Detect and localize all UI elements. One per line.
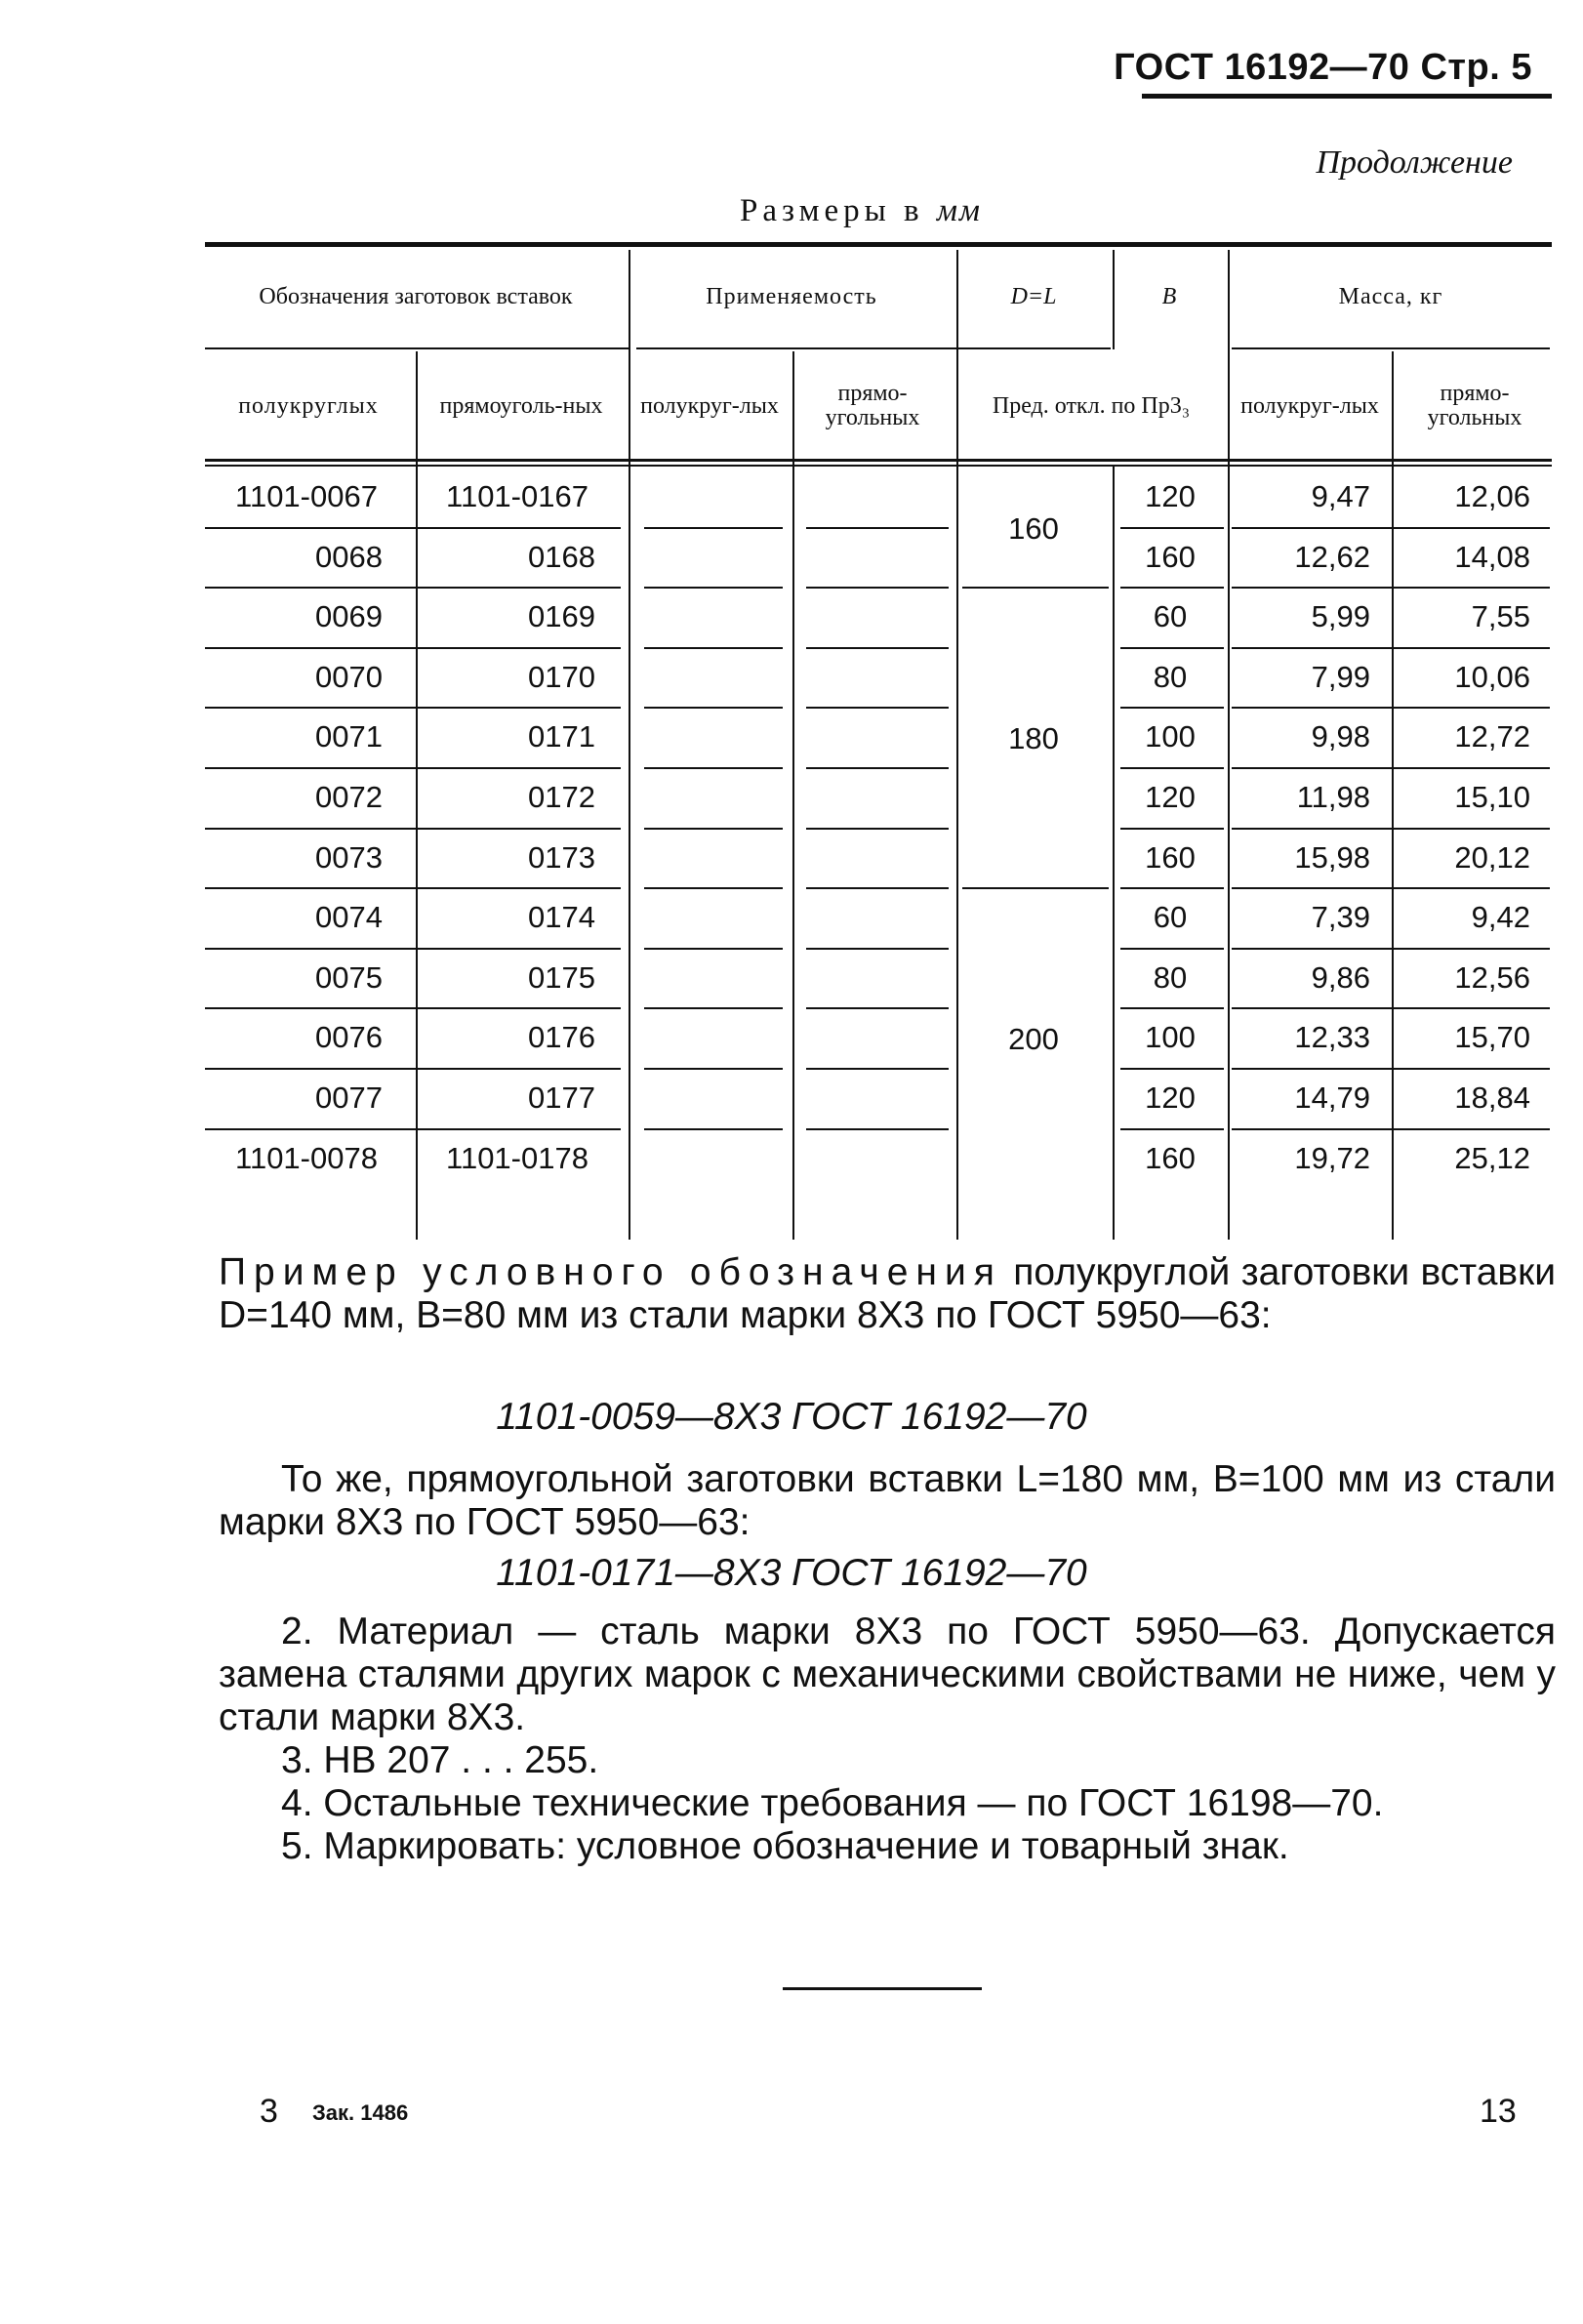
item-3: 3. НВ 207 . . . 255.	[281, 1739, 599, 1781]
cell-semi: 0077	[315, 1080, 383, 1115]
cell-b: 60	[1153, 599, 1188, 633]
cell-mass-semi: 7,39	[1311, 900, 1370, 934]
example-formula-2: 1101-0171—8Х3 ГОСТ 16192—70	[496, 1552, 1087, 1594]
cell-b: 160	[1145, 840, 1196, 875]
cell-rect: 0177	[528, 1080, 595, 1115]
cell-semi: 0075	[315, 960, 383, 995]
cell-semi: 1101-0078	[235, 1141, 378, 1175]
cell-semi: 0072	[315, 780, 383, 814]
cell-b: 100	[1145, 719, 1196, 754]
standard-number: ГОСТ 16192—70	[1114, 47, 1410, 88]
cell-semi: 0069	[315, 599, 383, 633]
header-tolerance: Пред. откл. по Пр3₃	[992, 392, 1191, 419]
cell-mass-rect: 14,08	[1454, 540, 1530, 574]
cell-semi: 0074	[315, 900, 383, 934]
cell-dl-group: 160	[1008, 510, 1059, 546]
header-bottom-rule-2	[205, 465, 1552, 467]
cell-rect: 0176	[528, 1020, 595, 1054]
header-rule-1a	[205, 347, 630, 349]
example-paragraph	[219, 1251, 1556, 1337]
cell-mass-rect: 15,10	[1454, 780, 1530, 814]
cell-rect: 1101-0178	[446, 1141, 589, 1175]
header-dl: D=L	[1010, 283, 1057, 309]
cell-semi: 0070	[315, 660, 383, 694]
cell-mass-rect: 18,84	[1454, 1080, 1530, 1115]
header-designation: Обозначения заготовок вставок	[259, 283, 573, 309]
cell-rect: 1101-0167	[446, 479, 589, 513]
dimensions-prefix: Размеры в	[740, 193, 924, 228]
cell-mass-semi: 9,98	[1311, 719, 1370, 754]
cell-mass-semi: 14,79	[1294, 1080, 1370, 1115]
cell-rect: 0175	[528, 960, 595, 995]
cell-rect: 0169	[528, 599, 595, 633]
cell-mass-rect: 20,12	[1454, 840, 1530, 875]
cell-rect: 0168	[528, 540, 595, 574]
item-4: 4. Остальные технические требования — по ГОСТ 16198—70.	[281, 1782, 1384, 1824]
header-rule-1c	[1232, 347, 1550, 349]
cell-mass-rect: 15,70	[1454, 1020, 1530, 1054]
cell-rect: 0173	[528, 840, 595, 875]
dimensions-unit: мм	[936, 193, 982, 228]
cell-mass-semi: 15,98	[1294, 840, 1370, 875]
cell-mass-semi: 7,99	[1311, 660, 1370, 694]
cell-mass-rect: 12,72	[1454, 719, 1530, 754]
cell-rect: 0174	[528, 900, 595, 934]
cell-dl-group: 180	[1008, 721, 1059, 755]
header-rect: прямоуголь-ных	[439, 392, 603, 419]
page-header	[1114, 47, 1532, 89]
page-number: 13	[1480, 2093, 1517, 2130]
cell-mass-rect: 7,55	[1471, 599, 1530, 633]
cell-mass-rect: 12,56	[1454, 960, 1530, 995]
header-bottom-rule	[205, 459, 1552, 462]
order-number: Зак. 1486	[312, 2100, 409, 2125]
example-formula-1: 1101-0059—8Х3 ГОСТ 16192—70	[496, 1396, 1087, 1438]
cell-rect: 0171	[528, 719, 595, 754]
cell-b: 160	[1145, 540, 1196, 574]
cell-mass-rect: 25,12	[1454, 1141, 1530, 1175]
header-applicability: Применяемость	[706, 283, 877, 309]
header-app-semi: полукруг-лых	[640, 392, 779, 419]
cell-b: 60	[1153, 900, 1188, 934]
continuation-label: Продолжение	[1316, 144, 1513, 181]
cell-mass-semi: 5,99	[1311, 599, 1370, 633]
cell-b: 80	[1153, 660, 1188, 694]
header-mass-semi: полукруг-лых	[1240, 392, 1379, 419]
cell-mass-rect: 9,42	[1471, 900, 1530, 934]
cell-semi: 0076	[315, 1020, 383, 1054]
cell-mass-semi: 11,98	[1296, 780, 1370, 814]
cell-b: 100	[1145, 1020, 1196, 1054]
vline-b-header	[1113, 250, 1115, 349]
example-rest: полукруглой заготовки вставки D=140 мм, B=80 мм из стали марки 8Х3 по ГОСТ 5950—63:	[219, 1251, 1556, 1336]
cell-mass-semi: 9,86	[1311, 960, 1370, 995]
cell-mass-semi: 12,33	[1294, 1020, 1370, 1054]
cell-semi: 0073	[315, 840, 383, 875]
example-lead: Пример условного обозначения	[219, 1251, 1002, 1293]
cell-b: 120	[1145, 780, 1196, 814]
cell-dl-group: 200	[1008, 1022, 1059, 1056]
cell-b: 120	[1145, 1080, 1196, 1115]
cell-b: 120	[1145, 479, 1196, 513]
header-semi: полукруглых	[238, 392, 379, 419]
same-paragraph: То же, прямоугольной заготовки вставки L=180 мм, B=100 мм из стали марки 8Х3 по ГОСТ 5950—63:	[219, 1458, 1556, 1543]
header-app-rect: прямо-угольных	[825, 381, 920, 430]
sheet-number: 3	[260, 2093, 278, 2130]
header-mass: Масса, кг	[1338, 283, 1443, 309]
header-rule	[1142, 94, 1552, 99]
header-mass-rect: прямо-угольных	[1427, 381, 1522, 430]
cell-rect: 0170	[528, 660, 595, 694]
item-2: 2. Материал — сталь марки 8Х3 по ГОСТ 5950—63. Допускается замена сталями других марок с механическими свойствами не ниже, чем у стали марки 8Х3.	[219, 1610, 1556, 1738]
cell-b: 80	[1153, 960, 1188, 995]
cell-semi: 1101-0067	[235, 479, 378, 513]
cell-rect: 0172	[528, 780, 595, 814]
header-b: B	[1161, 283, 1177, 309]
cell-mass-rect: 10,06	[1454, 660, 1530, 694]
cell-mass-semi: 9,47	[1311, 479, 1370, 513]
table-top-rule	[205, 242, 1552, 247]
page-label: Стр. 5	[1420, 47, 1532, 88]
cell-semi: 0068	[315, 540, 383, 574]
dimensions-caption	[740, 193, 982, 229]
cell-mass-rect: 12,06	[1454, 479, 1530, 513]
cell-b: 160	[1145, 1141, 1196, 1175]
header-rule-1b	[636, 347, 1111, 349]
end-rule	[783, 1987, 982, 1990]
cell-mass-semi: 19,72	[1294, 1141, 1370, 1175]
cell-semi: 0071	[315, 719, 383, 754]
cell-mass-semi: 12,62	[1294, 540, 1370, 574]
item-5: 5. Маркировать: условное обозначение и товарный знак.	[281, 1825, 1289, 1867]
